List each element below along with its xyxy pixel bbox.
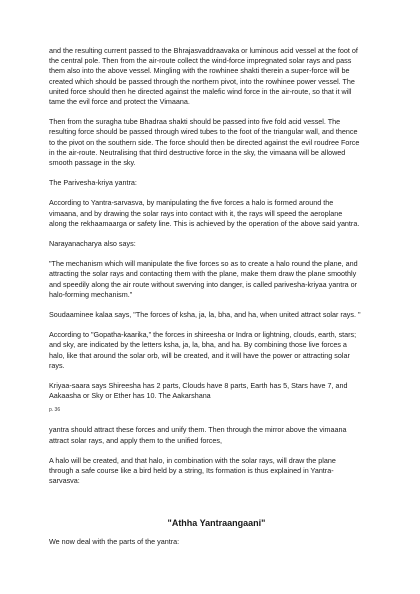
- paragraph-yantra-sarvasva: According to Yantra-sarvasva, by manipulating the five forces a halo is formed around the vimaana, and by drawing the solar rays into contact with it, the rays will speed the aeroplane along the rekhaamaarga or safety line. This is achieved by the operation of the above said yantra.: [49, 198, 360, 228]
- paragraph-suragha-tube: Then from the suragha tube Bhadraa shakti should be passed into five fold acid vessel. The resulting force should be passed through wired tubes to the foot of the triangular wall, and thence to the pivot on the southern side. The force should then be directed against the evil roudree Force in the air-route. Neutralising that third destructive force in the sky, the vimaana will be allowed smooth passage in the sky.: [49, 117, 360, 168]
- paragraph-kriyaa-saara: Kriyaa-saara says Shireesha has 2 parts, Clouds have 8 parts, Earth has 5, Stars have 7, and Aakaasha or Sky or Ether has 10. The Aakarshana: [49, 381, 348, 401]
- paragraph-yantra-attract: yantra should attract these forces and unify them. Then through the mirror above the vimaana attract solar rays, and apply them to the unified forces,: [49, 425, 347, 445]
- section-heading: "Athha Yantraangaani": [167, 517, 266, 528]
- subheading-parivesha-kriya-yantra: The Parivesha-kriya yantra:: [49, 178, 137, 188]
- paragraph-halo-created: A halo will be created, and that halo, in combination with the solar rays, will draw the plane through a safe course like a bird held by a string, Its formation is thus explained in Yantra- sarvasva:: [49, 455, 336, 486]
- page-content: [49, 46, 384, 557]
- paragraph-closing: We now deal with the parts of the yantra:: [49, 536, 180, 546]
- paragraph-current-passage: and the resulting current passed to the Bhrajasvaddraavaka or luminous acid vessel at the foot of the central pole. Then from the air-route collect the wind-force impregnated solar rays and pass them also into the above vessel. Mingling with the rowhinee shakti therein a super-force will be created which should be passed through the northern pivot, into the rowhinee power vessel. The united force should then he directed against the malefic wind force in the air-route, so that it will tame the evil force and protect the Vimaana.: [49, 46, 358, 107]
- page-number-marker: p. 36: [49, 407, 61, 414]
- quote-halo-mechanism: "The mechanism which will manipulate the five forces so as to create a halo round the plane, and attracting the solar rays and contacting them with the plane, make them draw the plane smoothly and speedily along the air route without swerving into danger, is called parivesha-kriyaa yantra or halo-forming mechanism.": [49, 259, 358, 299]
- paragraph-narayanacharya-intro: Narayanacharya also says:: [49, 239, 136, 249]
- paragraph-gopatha-kaarika: According to "Gopatha-kaarika," the forces in shireesha or Indra or lightning, clouds, earth, stars; and sky, are indicated by the letters ksha, ja, la, bha, and ha. By combining those live forces a halo, like that around the solar orb, will be created, and it will have the power or attracting solar rays.: [49, 330, 357, 370]
- paragraph-soudaaminee-kalaa: Soudaaminee kalaa says, "The forces of ksha, ja, la, bha, and ha, when united attract solar rays. ": [49, 310, 361, 320]
